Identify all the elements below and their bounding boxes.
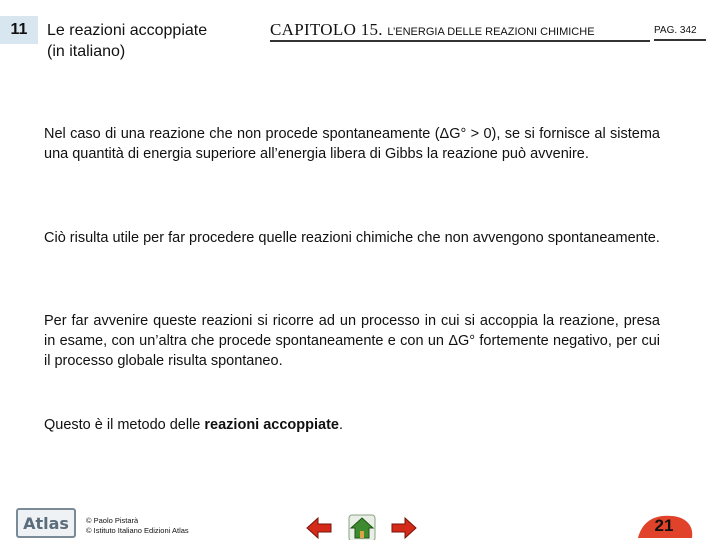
slide-title-line2: (in italiano) [47, 43, 126, 60]
slide-page-number [632, 512, 696, 540]
credit-line-1: © Paolo Pistarà [86, 516, 139, 525]
chapter-prefix: CAPITOLO 15. [270, 20, 383, 39]
credits [86, 516, 189, 536]
atlas-logo [16, 508, 76, 538]
slide-title-line1: Le reazioni accoppiate [47, 22, 208, 39]
paragraph-2: Ciò risulta utile per far procedere quelle reazioni chimiche che non avvengono spontaneamente. [44, 230, 660, 246]
paragraph-4-prefix: Questo è il metodo delle [44, 417, 205, 433]
arrow-right-icon [390, 514, 418, 540]
arrow-left-icon [305, 514, 333, 540]
slide-number: 11 [10, 21, 28, 38]
next-slide-button[interactable] [390, 514, 418, 540]
paragraph-4-bold: reazioni accoppiate [204, 417, 339, 433]
credit-line-2: © Istituto Italiano Edizioni Atlas [86, 526, 189, 535]
slide-number-badge [0, 16, 38, 44]
home-icon [348, 514, 376, 540]
slide-page-number-text: 21 [654, 516, 674, 535]
chapter-title: L’ENERGIA DELLE REAZIONI CHIMICHE [387, 26, 595, 38]
prev-slide-button[interactable] [305, 514, 333, 540]
paragraph-4-suffix: . [338, 417, 344, 433]
paragraph-3: Per far avvenire queste reazioni si ricorre ad un processo in cui si accoppia la reazione, presa in esame, con un’altra che procede spontaneamente e con un ΔG° fortemente negativo, per cui il processo globale risulta spontaneo. [44, 313, 660, 369]
logo-text: Atlas [23, 513, 69, 533]
page-label: PAG. 342 [654, 25, 706, 41]
paragraph-4 [44, 415, 660, 435]
paragraph-1: Nel caso di una reazione che non procede spontaneamente (ΔG° > 0), se si fornisce al sistema una quantità di energia superiore all’energia libera di Gibbs la reazione può avvenire. [44, 126, 660, 162]
slide-title [47, 20, 257, 62]
home-button[interactable] [348, 514, 376, 540]
chapter-header [270, 20, 650, 42]
